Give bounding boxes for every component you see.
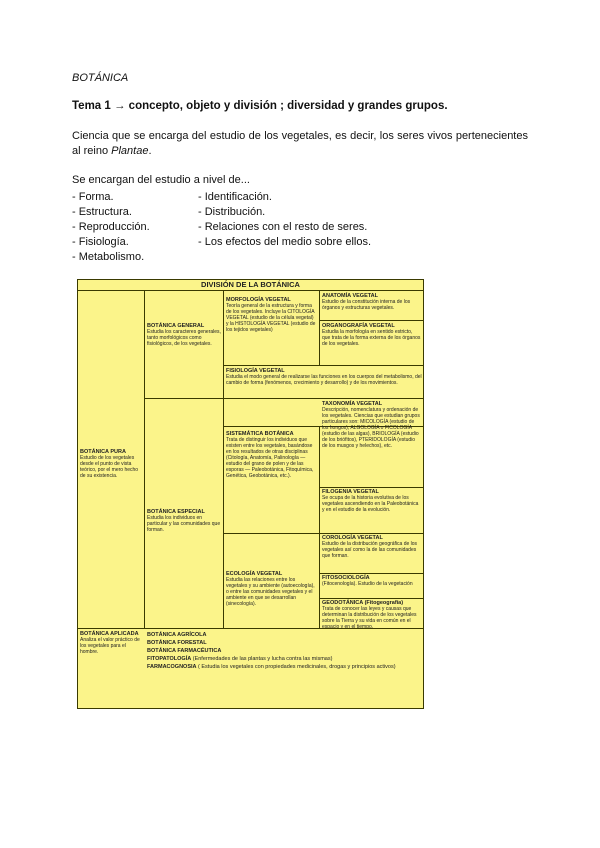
fisiologia-text: Estudia el modo general de realizarse las funciones en los cuerpos del metabolismo, del cambio de forma (fenómenos, crecimiento y desarrollo) y de los movimientos.	[226, 374, 422, 386]
definition-paragraph	[72, 129, 528, 159]
farmaceutica-item: BOTÁNICA FARMACÉUTICA	[147, 648, 222, 654]
definition-end: .	[148, 145, 152, 157]
geodotanica-text: Trata de conocer las leyes y causas que determinan la distribución de los vegetales sobre la Tierra y su vida en común en el espacio y en el tiempo.	[322, 606, 417, 628]
definition-text: Ciencia que se encarga del estudio de los vegetales, es decir, los seres vivos pertenecientes al reino	[72, 130, 528, 157]
anatomia-text: Estudio de la constitución interna de los órganos y estructuras vegetales.	[322, 299, 411, 311]
level-row	[72, 205, 371, 220]
level-left: - Metabolismo.	[72, 251, 145, 263]
agricola-item: BOTÁNICA AGRÍCOLA	[147, 632, 207, 638]
division-table	[77, 279, 424, 709]
general-text: Estudia los caracteres generales, tanto morfológicos como fisiológicos, de los vegetales.	[147, 329, 221, 347]
morfologia-cell	[224, 296, 319, 364]
study-intro: Se encargan del estudio a nivel de...	[72, 174, 250, 186]
geodotanica-cell	[320, 599, 424, 628]
level-right: - Los efectos del medio sobre ellos.	[198, 236, 372, 248]
study-levels-list	[72, 190, 371, 265]
document-header: BOTÁNICA	[72, 72, 129, 84]
tema-title: Tema 1 → concepto, objeto y división ; diversidad y grandes grupos.	[72, 100, 448, 112]
morfologia-title: MORFOLOGÍA VEGETAL	[226, 297, 291, 303]
level-left: - Reproducción.	[72, 221, 150, 233]
anatomia-title: ANATOMÍA VEGETAL	[322, 293, 379, 299]
ecologia-cell	[224, 570, 319, 628]
botanica-especial-cell	[145, 508, 223, 553]
anatomia-cell	[320, 292, 424, 320]
filogenia-text: Se ocupa de la historia evolutiva de los vegetales ascendiendo en la Paleobotánica y en el estudio de la evolución.	[322, 495, 419, 513]
level-right: - Relaciones con el resto de seres.	[198, 221, 368, 233]
corologia-title: COROLOGÍA VEGETAL	[322, 535, 383, 541]
aplicada-title: BOTÁNICA APLICADA	[80, 631, 139, 637]
corologia-cell	[320, 534, 424, 573]
organografia-text: Estudia la morfología en sentido estricto, que trata de la forma externa de los órganos de los vegetales.	[322, 329, 421, 347]
level-row	[72, 235, 371, 250]
level-left: - Estructura.	[72, 206, 132, 218]
fisiologia-cell	[224, 367, 424, 397]
botanica-general-cell	[145, 322, 223, 372]
corologia-text: Estudio de la distribución geográfica de los vegetales así como la de las comunidades que forman.	[322, 541, 418, 559]
sistematica-text: Trata de distinguir los individuos que existen entre los vegetales, basándose en los resultados de otras disciplinas (Citología, Anatomía, Palinología — estudio del grano de polen y de las esporas — Paleobotánica, Fitoquímica, Genética, Geobotánica, etc.).	[226, 437, 314, 479]
fitopatologia-item	[147, 655, 421, 663]
fitopatologia-title: FITOPATOLOGÍA	[147, 656, 192, 662]
fitosociologia-text: (Fitocenología). Estudio de la vegetación	[322, 581, 413, 587]
fisiologia-title: FISIOLOGÍA VEGETAL	[226, 368, 285, 374]
farmacognosia-text: ( Estudia los vegetales con propiedades medicinales, drogas y principios activos)	[196, 664, 396, 670]
level-left: - Fisiología.	[72, 236, 129, 248]
geodotanica-title: GEODOTÁNICA (Fitogeografía)	[322, 600, 404, 606]
level-row	[72, 220, 371, 235]
pura-title: BOTÁNICA PURA	[80, 449, 126, 455]
filogenia-cell	[320, 488, 424, 532]
forestal-item: BOTÁNICA FORESTAL	[147, 640, 207, 646]
taxonomia-cell	[320, 400, 424, 486]
sistematica-title: SISTEMÁTICA BOTÁNICA	[226, 431, 294, 437]
morfologia-text: Teoría general de la estructura y forma de los vegetales. Incluye la CITOLOGÍA VEGETAL (estudio de la célula vegetal) y la HISTOLOGÍA VEGETAL (estudio de los tejidos vegetales)	[226, 303, 316, 333]
farmacognosia-item	[147, 663, 421, 671]
pura-text: Estudio de los vegetales desde el punto de vista teórico, por el mero hecho de su existencia.	[80, 455, 139, 479]
level-right: - Distribución.	[198, 206, 266, 218]
especial-title: BOTÁNICA ESPECIAL	[147, 509, 205, 515]
filogenia-title: FILOGENIA VEGETAL	[322, 489, 379, 495]
botanica-pura-cell	[78, 448, 144, 518]
taxonomia-title: TAXONOMÍA VEGETAL	[322, 401, 383, 407]
ecologia-text: Estudia las relaciones entre los vegetales y su ambiente (autoecología), o entre las comunidades vegetales y el ambiente en que se desarrollan (sinecología).	[226, 577, 315, 607]
level-row	[72, 190, 371, 205]
organografia-cell	[320, 322, 424, 364]
fitosociologia-title: FITOSOCIOLOGÍA	[322, 575, 370, 581]
general-title: BOTÁNICA GENERAL	[147, 323, 205, 329]
fitosociologia-cell	[320, 574, 424, 598]
aplicadas-list	[145, 630, 423, 708]
farmacognosia-title: FARMACOGNOSIA	[147, 664, 197, 670]
aplicada-text: Analiza el valor práctico de los vegetales para el hombre.	[80, 637, 140, 655]
organografia-title: ORGANOGRAFÍA VEGETAL	[322, 323, 395, 329]
level-row	[72, 250, 371, 265]
taxonomia-text: Descripción, nomenclatura y ordenación de los vegetales. Ciencias que estudian grupos particulares son: MICOLOGÍA (estudio de los hongos), ALGOLOGÍA o FICOLOGÍA (estudio de las algas), BRIOLOGÍA (estudio de los briófitos), PTERIDOLOGÍA (estudio de los musgos y helechos), etc.	[322, 407, 420, 449]
table-caption: DIVISIÓN DE LA BOTÁNICA	[78, 280, 423, 291]
botanica-aplicada-cell	[78, 630, 144, 670]
especial-text: Estudia los individuos en particular y las comunidades que forman.	[147, 515, 221, 533]
level-right: - Identificación.	[198, 191, 272, 203]
sistematica-cell	[224, 430, 319, 530]
plantae-italic: Plantae	[111, 145, 149, 157]
ecologia-title: ECOLOGÍA VEGETAL	[226, 571, 283, 577]
fitopatologia-text: (Enfermedades de las plantas y lucha contra las mismas)	[191, 656, 333, 662]
level-left: - Forma.	[72, 191, 114, 203]
